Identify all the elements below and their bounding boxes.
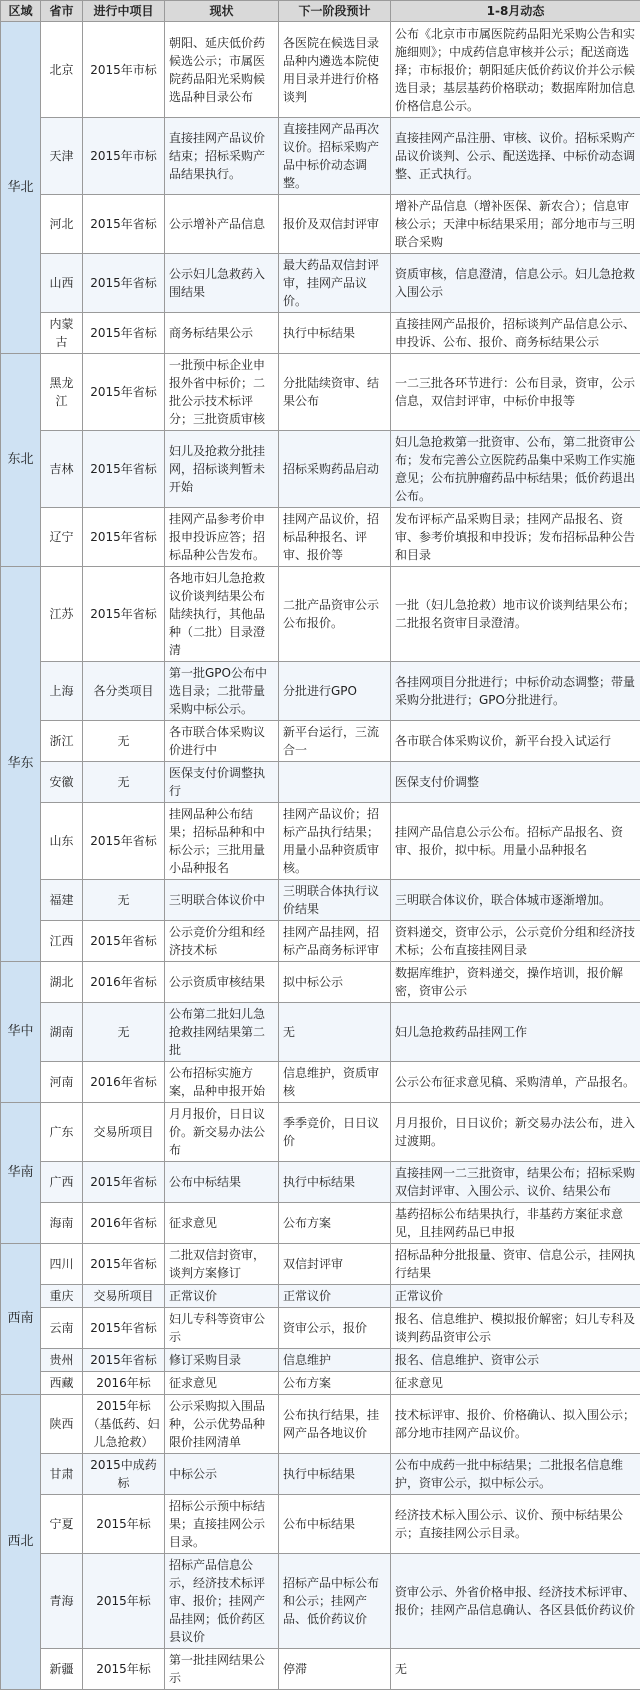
next-stage-cell: 资审公示，报价 bbox=[279, 1308, 391, 1349]
status-cell: 朝阳、延庆低价药候选公示；市属医院药品阳光采购候选品种目录公布 bbox=[165, 22, 279, 118]
status-cell: 妇儿及抢救分批挂网，招标谈判暂未开始 bbox=[165, 431, 279, 508]
dynamics-cell: 医保支付价调整 bbox=[391, 762, 640, 803]
dynamics-cell: 三明联合体议价，联合体城市逐渐增加。 bbox=[391, 880, 640, 921]
status-cell: 各市联合体采购议价进行中 bbox=[165, 721, 279, 762]
status-cell: 第一批GPO公布中选目录；二批带量采购中标公示。 bbox=[165, 662, 279, 721]
province-cell: 黑龙江 bbox=[41, 354, 83, 431]
project-cell: 2015年省标 bbox=[83, 803, 165, 880]
next-stage-cell: 执行中标结果 bbox=[279, 1454, 391, 1495]
dynamics-cell: 妇儿急抢救药品挂网工作 bbox=[391, 1003, 640, 1062]
table-row bbox=[1, 195, 640, 254]
next-stage-cell: 分批进行GPO bbox=[279, 662, 391, 721]
project-cell: 2015年省标 bbox=[83, 195, 165, 254]
project-cell: 2015年省标 bbox=[83, 508, 165, 567]
next-stage-cell: 挂网产品挂网，招标产品商务标评审 bbox=[279, 921, 391, 962]
header-dynamics: 1-8月动态 bbox=[391, 1, 640, 22]
status-cell: 医保支付价调整执行 bbox=[165, 762, 279, 803]
dynamics-cell: 报名、信息维护、资审公示 bbox=[391, 1349, 640, 1372]
next-stage-cell: 挂网产品议价；招标产品执行结果；用量小品种资质审核。 bbox=[279, 803, 391, 880]
table-row bbox=[1, 1162, 640, 1203]
dynamics-cell: 各挂网项目分批进行；中标价动态调整；带量采购分批进行；GPO分批进行。 bbox=[391, 662, 640, 721]
status-cell: 招标产品信息公示，经济技术标评审、报价；挂网产品挂网；低价药区县议价 bbox=[165, 1554, 279, 1649]
dynamics-cell: 正常议价 bbox=[391, 1285, 640, 1308]
next-stage-cell bbox=[279, 762, 391, 803]
next-stage-cell: 公布中标结果 bbox=[279, 1495, 391, 1554]
project-cell: 2015年省标 bbox=[83, 1349, 165, 1372]
table-row bbox=[1, 921, 640, 962]
project-cell: 2015年省标 bbox=[83, 313, 165, 354]
status-cell: 挂网产品参考价申报申投诉应答；招标品种公告发布。 bbox=[165, 508, 279, 567]
next-stage-cell: 直接挂网产品再次议价。招标采购产品中标价动态调整。 bbox=[279, 118, 391, 195]
table-row bbox=[1, 118, 640, 195]
status-cell: 公布第二批妇儿急抢救挂网结果第二批 bbox=[165, 1003, 279, 1062]
project-cell: 2015年标 bbox=[83, 1554, 165, 1649]
province-cell: 海南 bbox=[41, 1203, 83, 1244]
table-row bbox=[1, 803, 640, 880]
region-cell: 西北 bbox=[1, 1395, 41, 1690]
table-row bbox=[1, 662, 640, 721]
status-cell: 修订采购目录 bbox=[165, 1349, 279, 1372]
project-cell: 2015年市标 bbox=[83, 22, 165, 118]
next-stage-cell: 公布方案 bbox=[279, 1372, 391, 1395]
header-region: 区域 bbox=[1, 1, 41, 22]
province-cell: 河南 bbox=[41, 1062, 83, 1103]
province-cell: 湖北 bbox=[41, 962, 83, 1003]
status-cell: 直接挂网产品议价结束；招标采购产品结果执行。 bbox=[165, 118, 279, 195]
region-cell: 华中 bbox=[1, 962, 41, 1103]
status-cell: 公示妇儿急救药入围结果 bbox=[165, 254, 279, 313]
next-stage-cell: 无 bbox=[279, 1003, 391, 1062]
table-row bbox=[1, 1285, 640, 1308]
project-cell: 2015年省标 bbox=[83, 1308, 165, 1349]
table-row bbox=[1, 567, 640, 662]
province-cell: 吉林 bbox=[41, 431, 83, 508]
next-stage-cell: 招标采购药品启动 bbox=[279, 431, 391, 508]
next-stage-cell: 拟中标公示 bbox=[279, 962, 391, 1003]
next-stage-cell: 新平台运行，三流合一 bbox=[279, 721, 391, 762]
region-cell: 东北 bbox=[1, 354, 41, 567]
dynamics-cell: 数据库维护，资料递交，操作培训，报价解密，资审公示 bbox=[391, 962, 640, 1003]
province-cell: 重庆 bbox=[41, 1285, 83, 1308]
region-cell: 西南 bbox=[1, 1244, 41, 1395]
table-row bbox=[1, 431, 640, 508]
province-cell: 宁夏 bbox=[41, 1495, 83, 1554]
table-row bbox=[1, 721, 640, 762]
project-cell: 2015年标 bbox=[83, 1495, 165, 1554]
next-stage-cell: 执行中标结果 bbox=[279, 1162, 391, 1203]
dynamics-cell: 招标品种分批报量、资审、信息公示，挂网执行结果 bbox=[391, 1244, 640, 1285]
next-stage-cell: 公布执行结果，挂网产品各地议价 bbox=[279, 1395, 391, 1454]
dynamics-cell: 一二三批各环节进行：公布目录，资审，公示信息，双信封评审，中标价申报等 bbox=[391, 354, 640, 431]
table-body bbox=[1, 22, 640, 1690]
province-cell: 江西 bbox=[41, 921, 83, 962]
status-cell: 二批双信封资审，谈判方案修订 bbox=[165, 1244, 279, 1285]
status-cell: 月月报价，日日议价。新交易办法公布 bbox=[165, 1103, 279, 1162]
table-row bbox=[1, 1349, 640, 1372]
dynamics-cell: 发布评标产品采购目录；挂网产品报名、资审、参考价填报和申投诉；发布招标品种公告和目录 bbox=[391, 508, 640, 567]
province-cell: 广西 bbox=[41, 1162, 83, 1203]
table-row bbox=[1, 1495, 640, 1554]
status-cell: 各地市妇儿急抢救议价谈判结果公布陆续执行，其他品种（二批）目录澄清 bbox=[165, 567, 279, 662]
province-cell: 福建 bbox=[41, 880, 83, 921]
province-cell: 甘肃 bbox=[41, 1454, 83, 1495]
province-cell: 湖南 bbox=[41, 1003, 83, 1062]
dynamics-cell: 直接挂网产品注册、审核、议价。招标采购产品议价谈判、公示、配送选择、中标价动态调整、正式执行。 bbox=[391, 118, 640, 195]
project-cell: 2015年省标 bbox=[83, 1162, 165, 1203]
dynamics-cell: 技术标评审、报价、价格确认、拟入围公示；部分地市挂网产品议价。 bbox=[391, 1395, 640, 1454]
status-cell: 三明联合体议价中 bbox=[165, 880, 279, 921]
next-stage-cell: 招标产品中标公布和公示；挂网产品、低价药议价 bbox=[279, 1554, 391, 1649]
status-cell: 挂网品种公布结果；招标品种和中标公示；三批用量小品种报名 bbox=[165, 803, 279, 880]
province-cell: 浙江 bbox=[41, 721, 83, 762]
next-stage-cell: 各医院在候选目录品种内遴选本院使用目录并进行价格谈判 bbox=[279, 22, 391, 118]
province-cell: 云南 bbox=[41, 1308, 83, 1349]
next-stage-cell: 执行中标结果 bbox=[279, 313, 391, 354]
dynamics-cell: 资质审核，信息澄清，信息公示。妇儿急抢救入围公示 bbox=[391, 254, 640, 313]
table-row bbox=[1, 1003, 640, 1062]
project-cell: 无 bbox=[83, 880, 165, 921]
header-status: 现状 bbox=[165, 1, 279, 22]
dynamics-cell: 公布中成药一批中标结果；二批报名信息维护，资审公示，拟中标公示。 bbox=[391, 1454, 640, 1495]
project-cell: 2016年省标 bbox=[83, 1062, 165, 1103]
table-header-row bbox=[1, 1, 640, 22]
province-cell: 北京 bbox=[41, 22, 83, 118]
region-cell: 华北 bbox=[1, 22, 41, 354]
dynamics-cell: 增补产品信息（增补医保、新农合）；信息审核公示；天津中标结果采用；部分地市与三明联合采购 bbox=[391, 195, 640, 254]
status-cell: 招标公示预中标结果；直接挂网公示目录。 bbox=[165, 1495, 279, 1554]
status-cell: 征求意见 bbox=[165, 1203, 279, 1244]
status-cell: 公示竞价分组和经济技术标 bbox=[165, 921, 279, 962]
table-row bbox=[1, 354, 640, 431]
project-cell: 无 bbox=[83, 721, 165, 762]
next-stage-cell: 信息维护 bbox=[279, 1349, 391, 1372]
dynamics-cell: 公布《北京市市属医院药品阳光采购公告和实施细则》；中成药信息审核并公示；配送商选择；市标报价；朝阳延庆低价药议价并公示候选目录；基层基药价格联动；数据库附加信息价格信息公示。 bbox=[391, 22, 640, 118]
province-cell: 内蒙古 bbox=[41, 313, 83, 354]
dynamics-cell: 一批（妇儿急抢救）地市议价谈判结果公布；二批报名资审目录澄清。 bbox=[391, 567, 640, 662]
project-cell: 2015年省标 bbox=[83, 567, 165, 662]
next-stage-cell: 季季竞价，日日议价 bbox=[279, 1103, 391, 1162]
table-row bbox=[1, 254, 640, 313]
table-row bbox=[1, 962, 640, 1003]
next-stage-cell: 双信封评审 bbox=[279, 1244, 391, 1285]
status-cell: 公示增补产品信息 bbox=[165, 195, 279, 254]
region-cell: 华南 bbox=[1, 1103, 41, 1244]
project-cell: 2016年标 bbox=[83, 1372, 165, 1395]
header-project: 进行中项目 bbox=[83, 1, 165, 22]
status-cell: 妇儿专科等资审公示 bbox=[165, 1308, 279, 1349]
province-cell: 贵州 bbox=[41, 1349, 83, 1372]
province-cell: 山西 bbox=[41, 254, 83, 313]
table-row bbox=[1, 1554, 640, 1649]
dynamics-cell: 妇儿急抢救第一批资审、公布，第二批资审公布；发布完善公立医院药品集中采购工作实施意见；公布抗肿瘤药品中标结果；低价药退出公布。 bbox=[391, 431, 640, 508]
table-row bbox=[1, 508, 640, 567]
table-row bbox=[1, 1395, 640, 1454]
table-row bbox=[1, 1454, 640, 1495]
next-stage-cell: 分批陆续资审、结果公布 bbox=[279, 354, 391, 431]
status-cell: 中标公示 bbox=[165, 1454, 279, 1495]
province-cell: 西藏 bbox=[41, 1372, 83, 1395]
project-cell: 2015年省标 bbox=[83, 921, 165, 962]
table-row bbox=[1, 762, 640, 803]
province-cell: 广东 bbox=[41, 1103, 83, 1162]
dynamics-cell: 征求意见 bbox=[391, 1372, 640, 1395]
next-stage-cell: 正常议价 bbox=[279, 1285, 391, 1308]
header-next-stage: 下一阶段预计 bbox=[279, 1, 391, 22]
table-row bbox=[1, 1308, 640, 1349]
province-cell: 山东 bbox=[41, 803, 83, 880]
next-stage-cell: 公布方案 bbox=[279, 1203, 391, 1244]
province-cell: 天津 bbox=[41, 118, 83, 195]
dynamics-cell: 直接挂网一二三批资审，结果公布；招标采购双信封评审、入围公示、议价、结果公布 bbox=[391, 1162, 640, 1203]
next-stage-cell: 停滞 bbox=[279, 1649, 391, 1690]
province-cell: 辽宁 bbox=[41, 508, 83, 567]
project-cell: 无 bbox=[83, 1003, 165, 1062]
dynamics-cell: 资料递交，资审公示，公示竞价分组和经济技术标；公布直接挂网目录 bbox=[391, 921, 640, 962]
province-cell: 新疆 bbox=[41, 1649, 83, 1690]
table-row bbox=[1, 1203, 640, 1244]
project-cell: 2015年省标 bbox=[83, 1244, 165, 1285]
status-cell: 公示采购拟入围品种，公示优势品种限价挂网清单 bbox=[165, 1395, 279, 1454]
table-row bbox=[1, 22, 640, 118]
project-cell: 2015年标（基低药、妇儿急抢救） bbox=[83, 1395, 165, 1454]
next-stage-cell: 挂网产品议价，招标品种报名、评审、报价等 bbox=[279, 508, 391, 567]
next-stage-cell: 信息维护，资质审核 bbox=[279, 1062, 391, 1103]
dynamics-cell: 经济技术标入围公示、议价、预中标结果公示；直接挂网公示目录。 bbox=[391, 1495, 640, 1554]
table-row bbox=[1, 1103, 640, 1162]
next-stage-cell: 最大药品双信封评审，挂网产品议价。 bbox=[279, 254, 391, 313]
project-cell: 2015年市标 bbox=[83, 118, 165, 195]
dynamics-cell: 基药招标公布结果执行，非基药方案征求意见，且挂网药品已申报 bbox=[391, 1203, 640, 1244]
project-cell: 2015年省标 bbox=[83, 431, 165, 508]
project-cell: 2015年省标 bbox=[83, 254, 165, 313]
dynamics-cell: 月月报价，日日议价；新交易办法公布，进入过渡期。 bbox=[391, 1103, 640, 1162]
status-cell: 正常议价 bbox=[165, 1285, 279, 1308]
status-cell: 第一批挂网结果公示 bbox=[165, 1649, 279, 1690]
province-cell: 四川 bbox=[41, 1244, 83, 1285]
status-cell: 公布招标实施方案，品种申报开始 bbox=[165, 1062, 279, 1103]
header-province: 省市 bbox=[41, 1, 83, 22]
table-row bbox=[1, 880, 640, 921]
province-cell: 青海 bbox=[41, 1554, 83, 1649]
table-row bbox=[1, 1244, 640, 1285]
region-cell: 华东 bbox=[1, 567, 41, 962]
project-cell: 各分类项目 bbox=[83, 662, 165, 721]
province-cell: 江苏 bbox=[41, 567, 83, 662]
status-cell: 公示资质审核结果 bbox=[165, 962, 279, 1003]
project-cell: 2016年省标 bbox=[83, 962, 165, 1003]
next-stage-cell: 二批产品资审公示公布报价。 bbox=[279, 567, 391, 662]
status-cell: 公布中标结果 bbox=[165, 1162, 279, 1203]
dynamics-cell: 挂网产品信息公示公布。招标产品报名、资审、报价，拟中标。用量小品种报名 bbox=[391, 803, 640, 880]
project-cell: 交易所项目 bbox=[83, 1103, 165, 1162]
status-cell: 商务标结果公示 bbox=[165, 313, 279, 354]
dynamics-cell: 报名、信息维护、模拟报价解密；妇儿专科及谈判药品资审公示 bbox=[391, 1308, 640, 1349]
project-cell: 2015年省标 bbox=[83, 354, 165, 431]
table-row bbox=[1, 1372, 640, 1395]
project-cell: 2015中成药标 bbox=[83, 1454, 165, 1495]
dynamics-cell: 公示公布征求意见稿、采购清单，产品报名。 bbox=[391, 1062, 640, 1103]
province-cell: 上海 bbox=[41, 662, 83, 721]
province-cell: 陕西 bbox=[41, 1395, 83, 1454]
next-stage-cell: 三明联合体执行议价结果 bbox=[279, 880, 391, 921]
table-row bbox=[1, 1649, 640, 1690]
project-cell: 交易所项目 bbox=[83, 1285, 165, 1308]
dynamics-cell: 直接挂网产品报价，招标谈判产品信息公示、申投诉、公布、报价、商务标结果公示 bbox=[391, 313, 640, 354]
project-cell: 无 bbox=[83, 762, 165, 803]
project-cell: 2016年省标 bbox=[83, 1203, 165, 1244]
province-cell: 河北 bbox=[41, 195, 83, 254]
status-cell: 一批预中标企业申报外省中标价；二批公示技术标评分；三批资质审核 bbox=[165, 354, 279, 431]
province-cell: 安徽 bbox=[41, 762, 83, 803]
dynamics-cell: 资审公示、外省价格申报、经济技术标评审、报价；挂网产品信息确认、各区县低价药议价 bbox=[391, 1554, 640, 1649]
table-row bbox=[1, 313, 640, 354]
next-stage-cell: 报价及双信封评审 bbox=[279, 195, 391, 254]
dynamics-cell: 各市联合体采购议价，新平台投入试运行 bbox=[391, 721, 640, 762]
project-cell: 2015年标 bbox=[83, 1649, 165, 1690]
dynamics-cell: 无 bbox=[391, 1649, 640, 1690]
table-row bbox=[1, 1062, 640, 1103]
status-cell: 征求意见 bbox=[165, 1372, 279, 1395]
